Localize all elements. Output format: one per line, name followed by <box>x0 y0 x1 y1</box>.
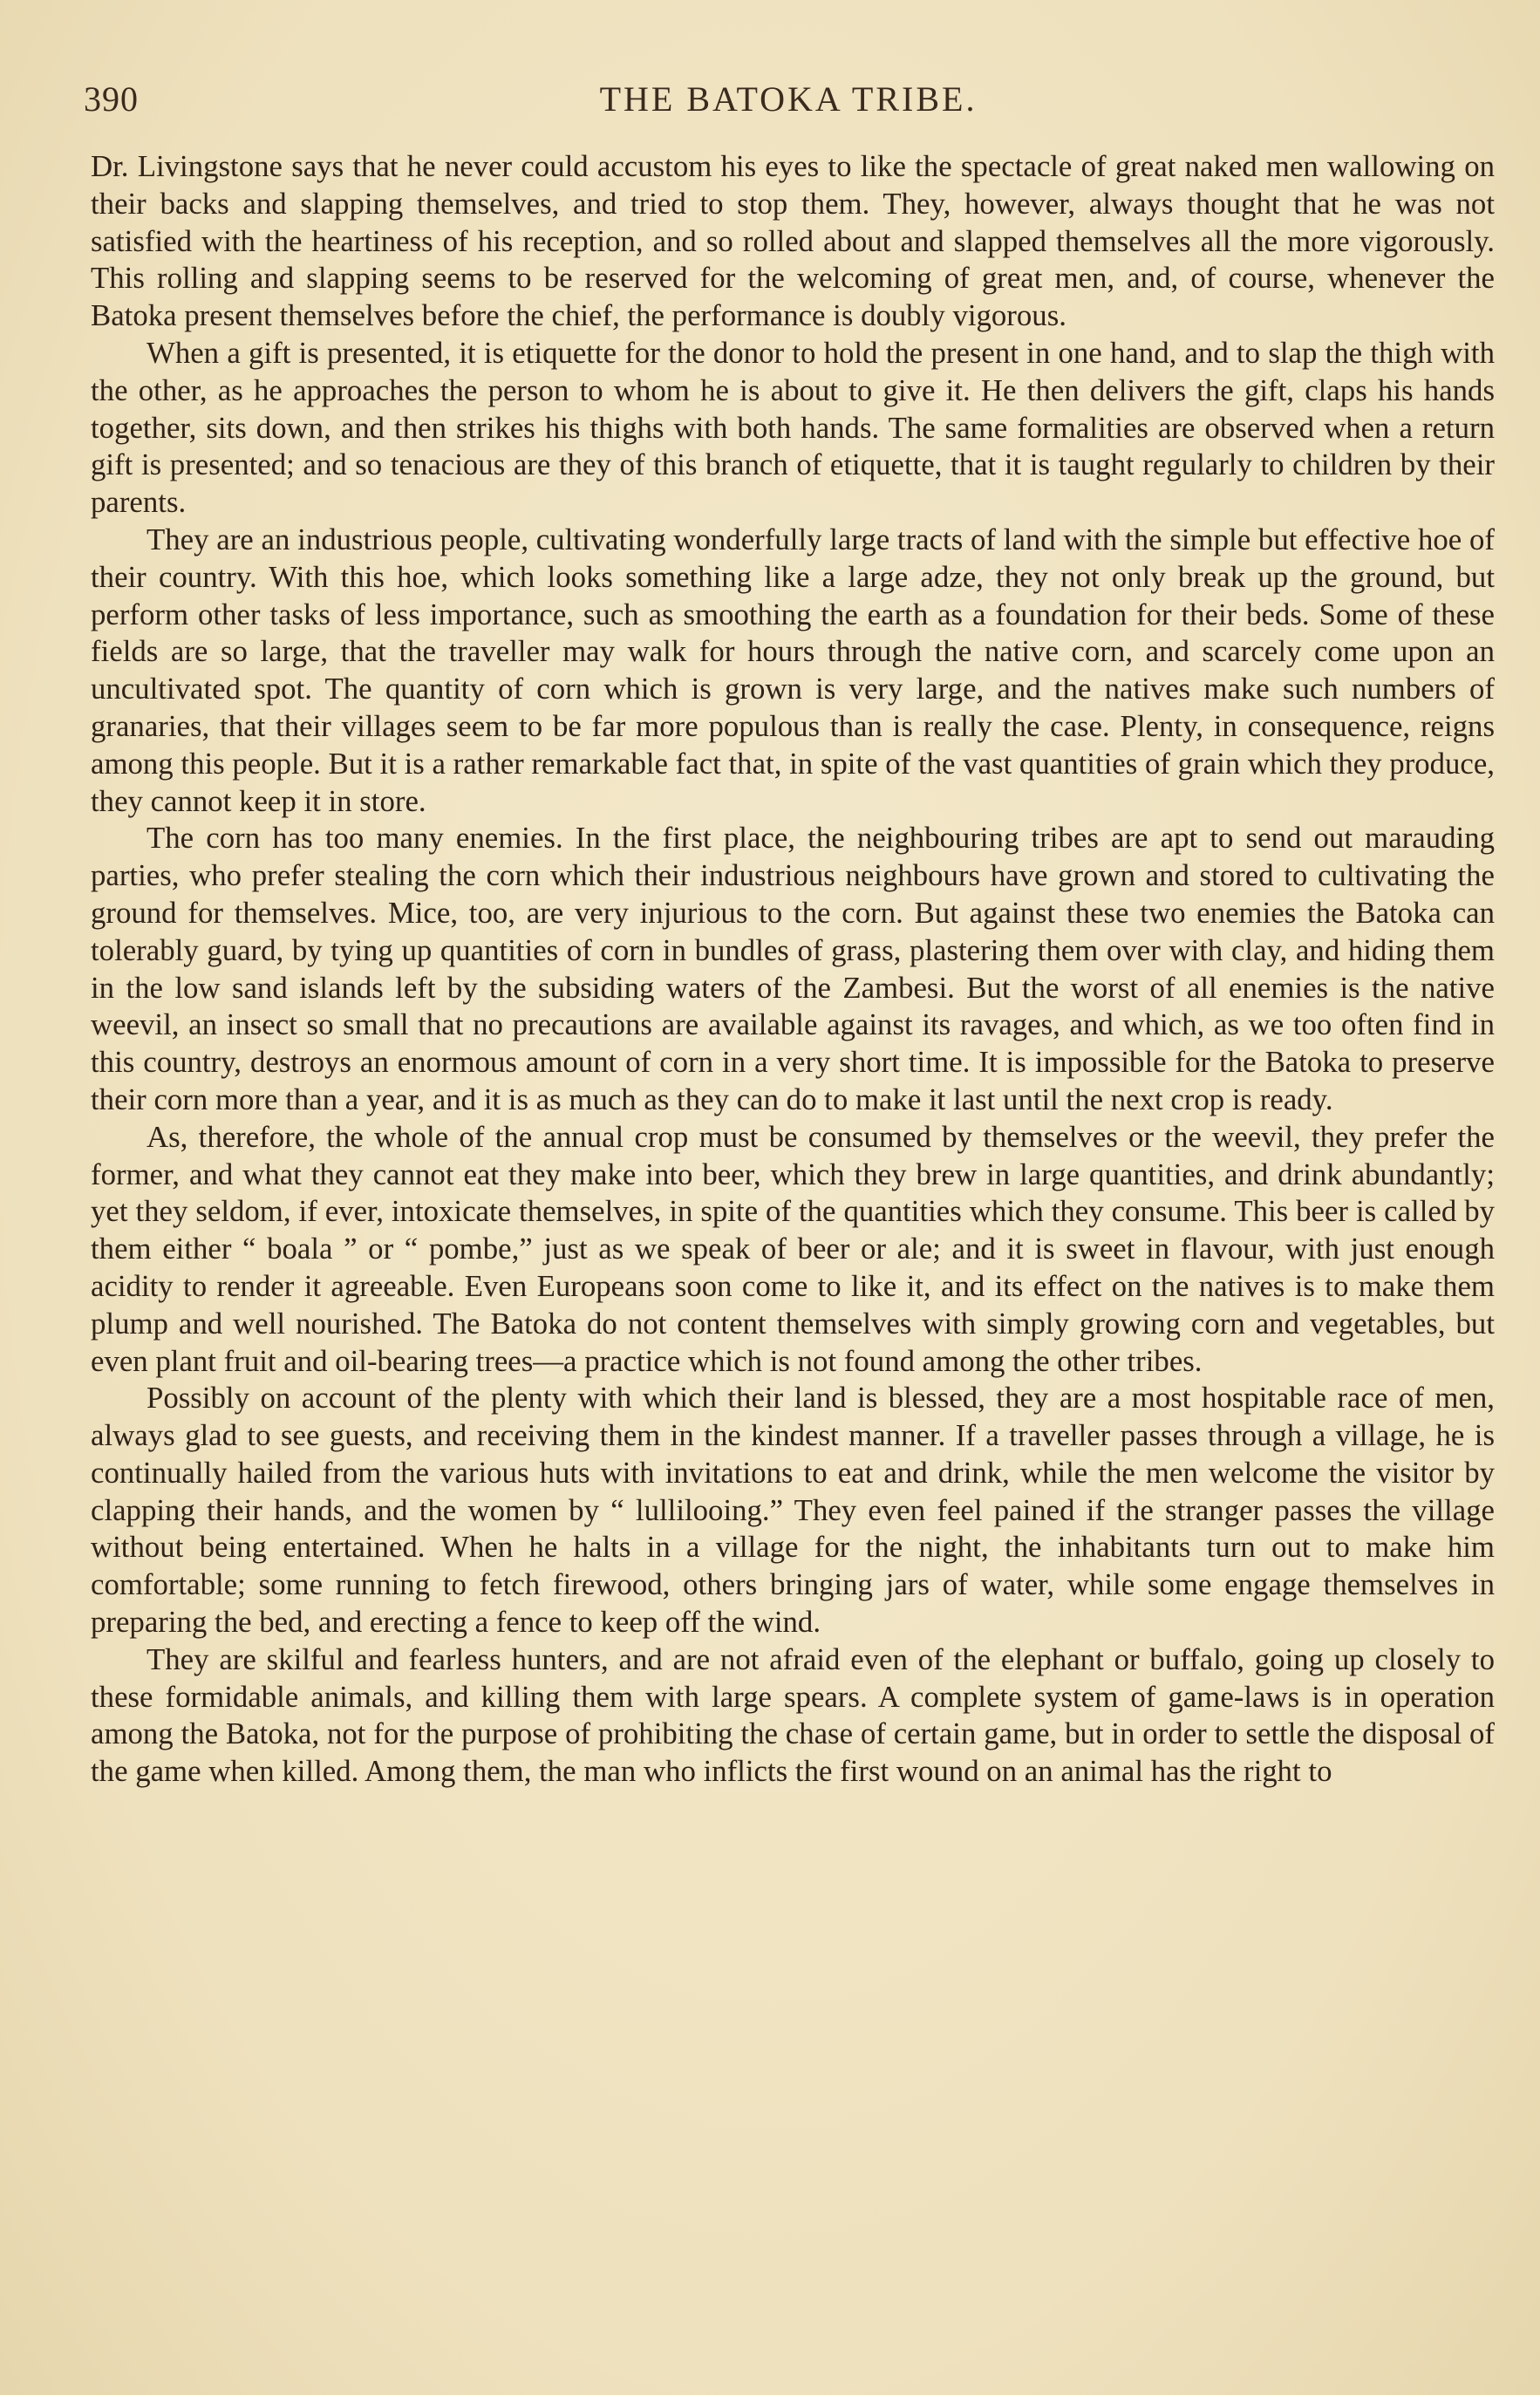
page-header <box>84 70 1493 131</box>
paragraph-7: They are skilful and fearless hunters, and are not afraid even of the elephant or buffalo, going up closely to these formidable animals, and killing them with large spears. A complete system of game-laws is in operation among the Batoka, not for the purpose of prohibiting the chase of certain game, but in order to settle the disposal of the game when killed. Among them, the man who inflicts the first wound on an animal has the right to <box>91 1641 1495 1789</box>
paragraph-1: Dr. Livingstone says that he never could accustom his eyes to like the spectacle of great naked men wallowing on their backs and slapping themselves, and tried to stop them. They, however, always thought that he was not satisfied with the heartiness of his reception, and so rolled about and slapped themselves all the more vigorously. This rolling and slapping seems to be reserved for the welcoming of great men, and, of course, whenever the Batoka present themselves before the chief, the performance is doubly vigorous. <box>91 149 1495 333</box>
page-number: 390 <box>84 79 139 119</box>
paragraph-2: When a gift is presented, it is etiquette for the donor to hold the present in one hand, and to slap the thigh with the other, as he approaches the person to whom he is about to give it. He then delivers the gift, claps his hands together, sits down, and then strikes his thighs with both hands. The same formalities are observed when a return gift is presented; and so tenacious are they of this branch of etiquette, that it is taught regularly to children by their parents. <box>91 335 1495 520</box>
body-text <box>91 148 1495 1791</box>
paragraph-4: The corn has too many enemies. In the first place, the neighbouring tribes are apt to send out marauding parties, who prefer stealing the corn which their industrious neighbours have grown and stored to cultivating the ground for themselves. Mice, too, are very injurious to the corn. But against these two enemies the Batoka can tolerably guard, by tying up quantities of corn in bundles of grass, plastering them over with clay, and hiding them in the low sand islands left by the subsiding waters of the Zambesi. But the worst of all enemies is the native weevil, an insect so small that no precautions are available against its ravages, and which, as we too often find in this country, destroys an enormous amount of corn in a very short time. It is impossible for the Batoka to preserve their corn more than a year, and it is as much as they can do to make it last until the next crop is ready. <box>91 821 1495 1116</box>
paragraph-6: Possibly on account of the plenty with which their land is blessed, they are a most hospitable race of men, always glad to see guests, and receiving them in the kindest manner. If a traveller passes through a village, he is continually hailed from the various huts with invitations to eat and drink, while the men welcome the visitor by clapping their hands, and the women by “ lullilooing.” They even feel pained if the stranger passes the village without being entertained. When he halts in a village for the night, the inhabitants turn out to make him comfortable; some running to fetch firewood, others bringing jars of water, while some engage themselves in preparing the bed, and erecting a fence to keep off the wind. <box>91 1381 1495 1640</box>
running-title: THE BATOKA TRIBE. <box>599 79 978 119</box>
paragraph-3: They are an industrious people, cultivating wonderfully large tracts of land with the simple but effective hoe of their country. With this hoe, which looks something like a large adze, they not only break up the ground, but perform other tasks of less importance, such as smoothing the earth as a foundation for their beds. Some of these fields are so large, that the traveller may walk for hours through the native corn, and scarcely come upon an uncultivated spot. The quantity of corn which is grown is very large, and the natives make such numbers of granaries, that their villages seem to be far more populous than is really the case. Plenty, in consequence, reigns among this people. But it is a rather remarkable fact that, in spite of the vast quantities of grain which they produce, they cannot keep it in store. <box>91 522 1495 818</box>
paragraph-5: As, therefore, the whole of the annual crop must be consumed by themselves or the weevil, they prefer the former, and what they cannot eat they make into beer, which they brew in large quantities, and drink abundantly; yet they seldom, if ever, intoxicate themselves, in spite of the quantities which they consume. This beer is called by them either “ boala ” or “ pombe,” just as we speak of beer or ale; and it is sweet in flavour, with just enough acidity to render it agreeable. Even Europeans soon come to like it, and its effect on the natives is to make them plump and well nourished. The Batoka do not content themselves with simply growing corn and vegetables, but even plant fruit and oil-bearing trees—a practice which is not found among the other tribes. <box>91 1119 1495 1378</box>
